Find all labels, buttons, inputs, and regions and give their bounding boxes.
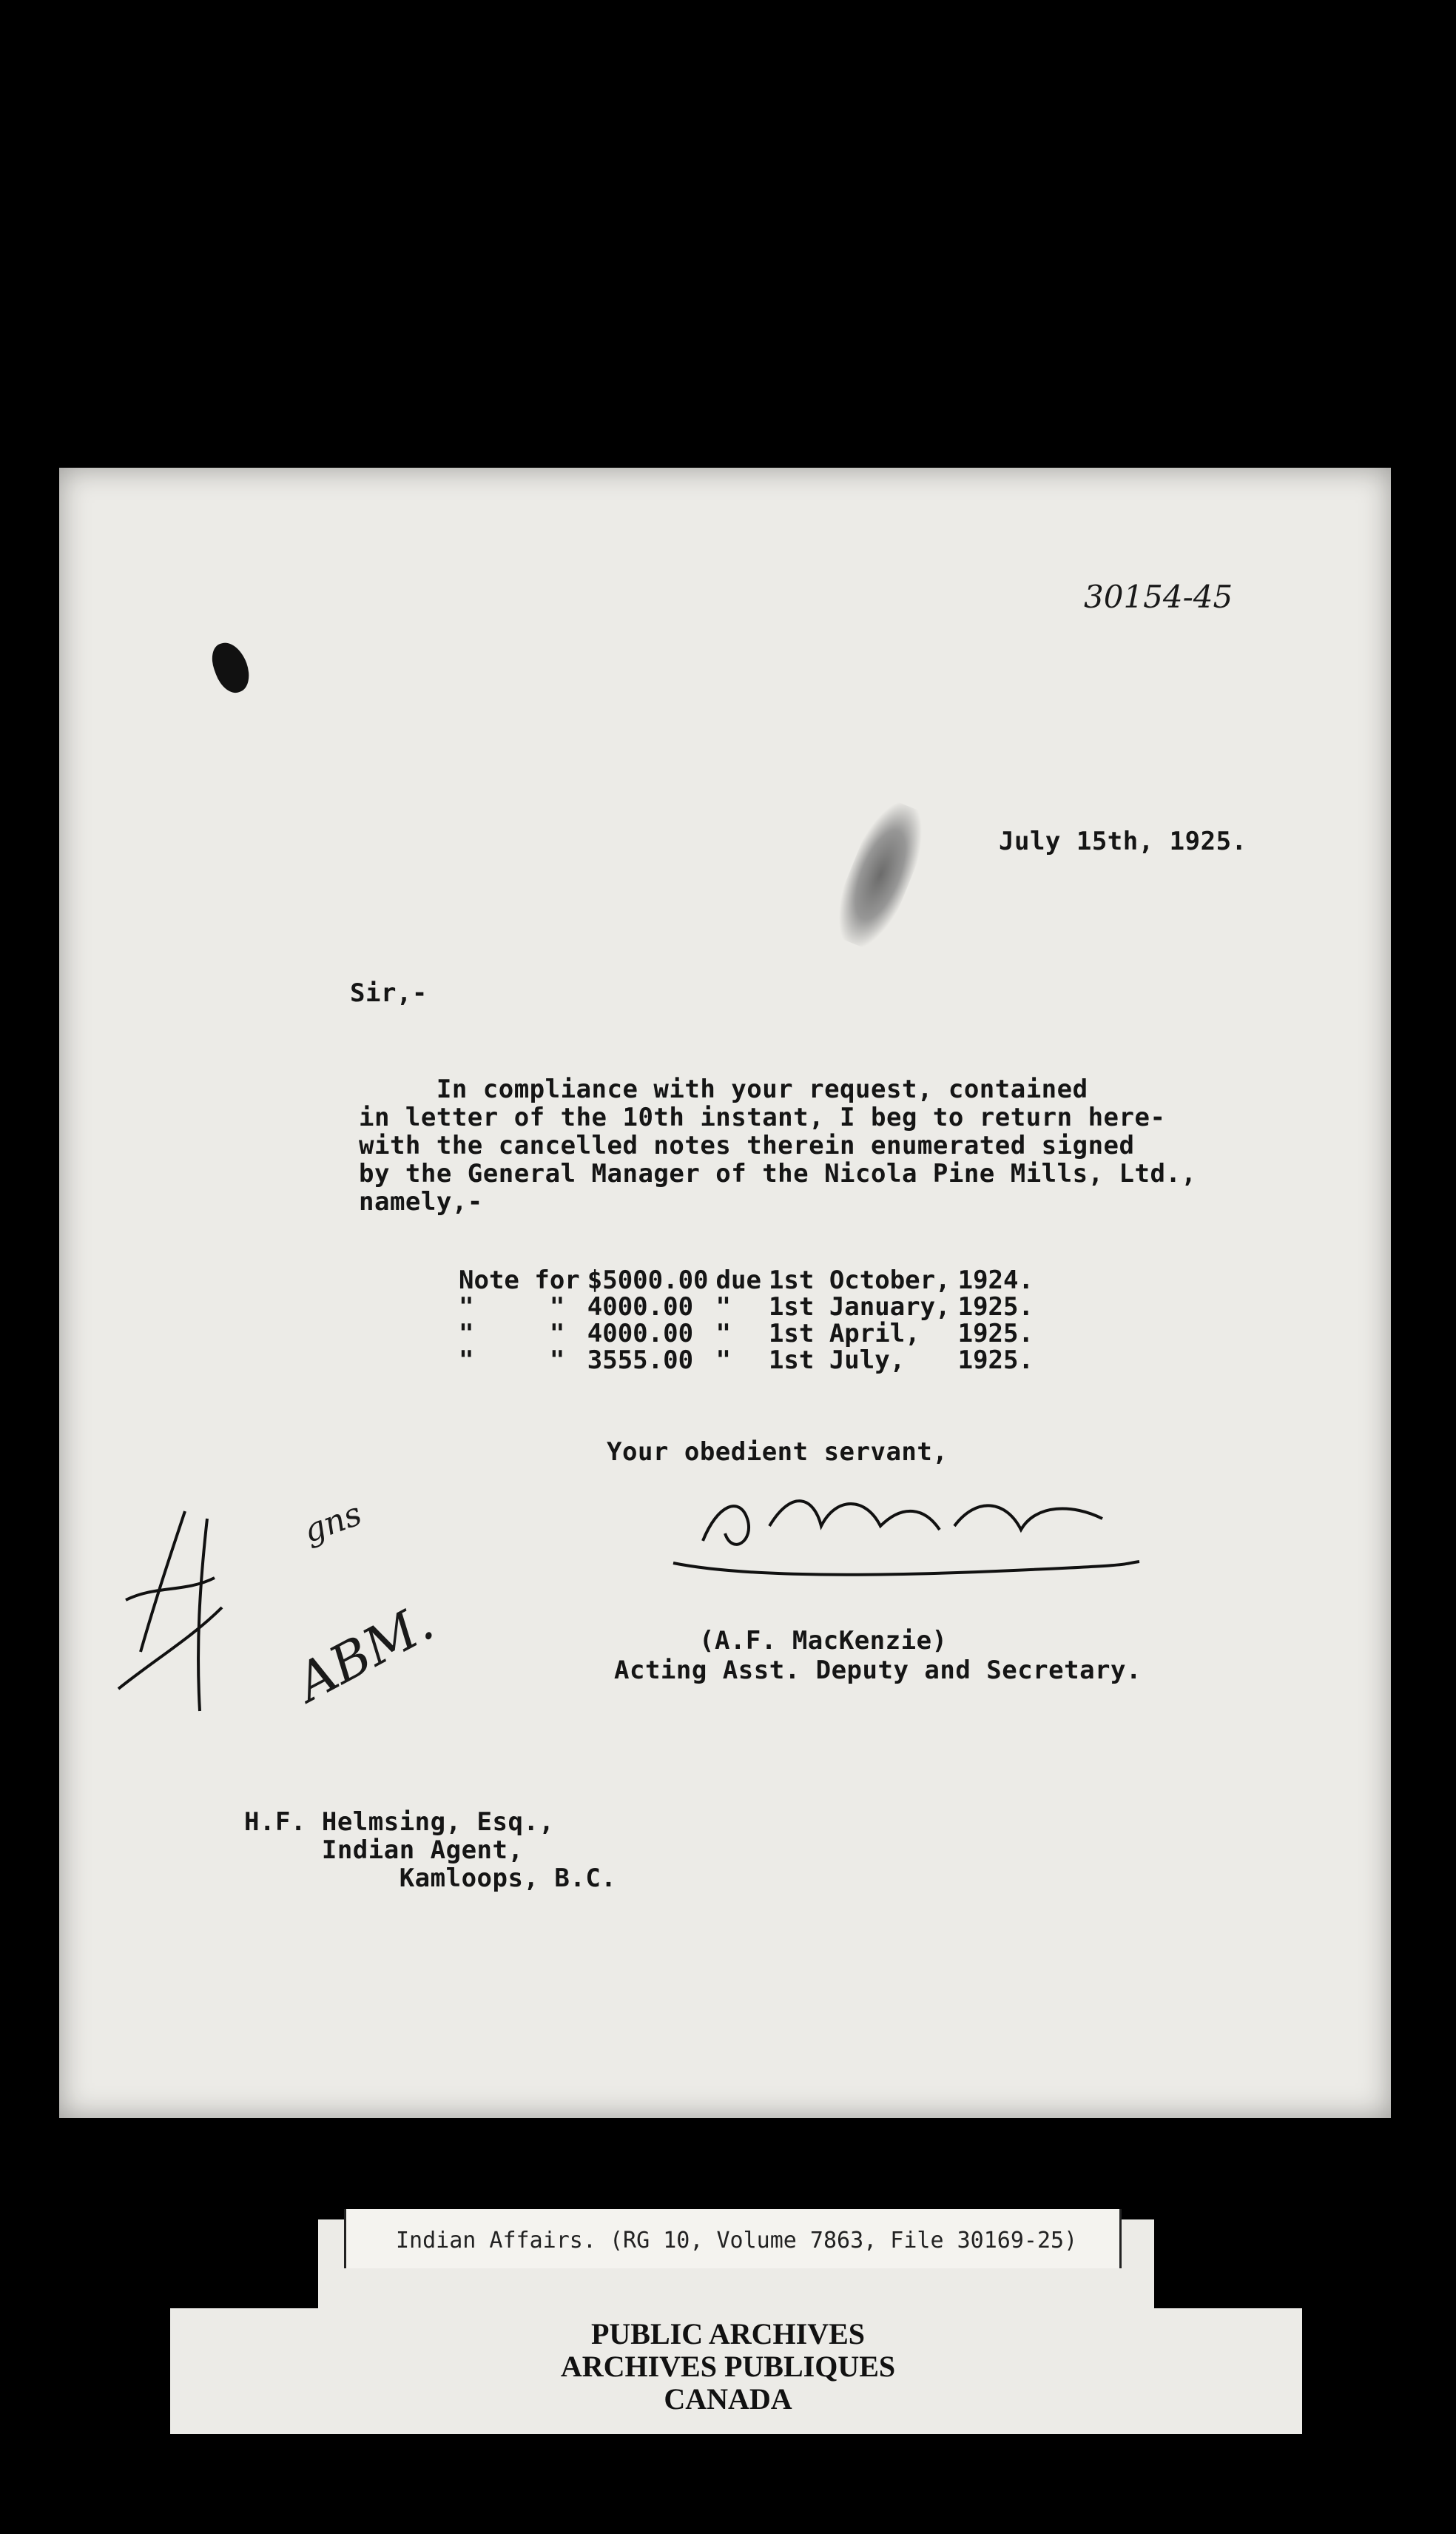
stamp-mark [825, 795, 935, 954]
note-row [459, 1294, 1041, 1320]
note-prefix: " " [459, 1292, 565, 1322]
note-amount: $5000.00 [587, 1266, 709, 1295]
recipient-line: Kamloops, B.C. [244, 1863, 617, 1893]
body-line: with the cancelled notes therein enumerated signed [359, 1131, 1135, 1160]
signer-name: (A.F. MacKenzie) [699, 1626, 948, 1656]
note-date: 1st October, [768, 1266, 951, 1295]
note-row [459, 1267, 1041, 1294]
footer-notch-left [170, 2219, 318, 2308]
recipient-line: Indian Agent, [244, 1835, 524, 1865]
note-date: 1st April, [768, 1319, 920, 1348]
body-line: by the General Manager of the Nicola Pine Mills, Ltd., [359, 1159, 1197, 1189]
signer-title: Acting Asst. Deputy and Secretary. [614, 1656, 1142, 1685]
initials-abm: ABM. [286, 1591, 443, 1714]
initials-ef [111, 1496, 244, 1733]
notes-table [459, 1267, 1041, 1374]
body-line: In compliance with your request, contained [359, 1075, 1088, 1104]
closing: Your obedient servant, [607, 1437, 948, 1467]
note-amount: 4000.00 [587, 1292, 694, 1322]
initials-gns: gns [298, 1495, 367, 1550]
ink-blot [206, 638, 255, 698]
note-due: " [715, 1345, 732, 1375]
note-row [459, 1347, 1041, 1374]
note-due: due [715, 1266, 761, 1295]
letter-page [59, 468, 1391, 2118]
recipient-line: H.F. Helmsing, Esq., [244, 1807, 555, 1837]
note-year: 1925. [957, 1319, 1034, 1348]
archive-name-en: PUBLIC ARCHIVES [590, 2317, 866, 2350]
letter-date: July 15th, 1925. [999, 827, 1247, 856]
note-amount: 4000.00 [587, 1319, 694, 1348]
note-prefix: " " [459, 1319, 565, 1348]
archive-reference: Indian Affairs. (RG 10, Volume 7863, File 30169-25) [396, 2228, 1078, 2254]
note-year: 1925. [957, 1345, 1034, 1375]
salutation: Sir,- [350, 978, 428, 1008]
note-prefix: Note for [459, 1266, 580, 1295]
note-prefix: " " [459, 1345, 565, 1375]
note-due: " [715, 1319, 732, 1348]
note-year: 1925. [957, 1292, 1034, 1322]
body-line: namely,- [359, 1187, 483, 1217]
note-row [459, 1320, 1041, 1347]
footer-notch-right [1154, 2219, 1302, 2308]
note-due: " [715, 1292, 732, 1322]
archive-name-fr: ARCHIVES PUBLIQUES [560, 2350, 896, 2383]
note-date: 1st July, [768, 1345, 906, 1375]
note-year: 1924. [957, 1266, 1034, 1295]
body-line: in letter of the 10th instant, I beg to return here- [359, 1103, 1166, 1132]
signature-mark [658, 1474, 1162, 1585]
archive-country: CANADA [664, 2382, 792, 2416]
note-amount: 3555.00 [587, 1345, 694, 1375]
file-number: 30154-45 [1084, 579, 1233, 615]
note-date: 1st January, [768, 1292, 951, 1322]
